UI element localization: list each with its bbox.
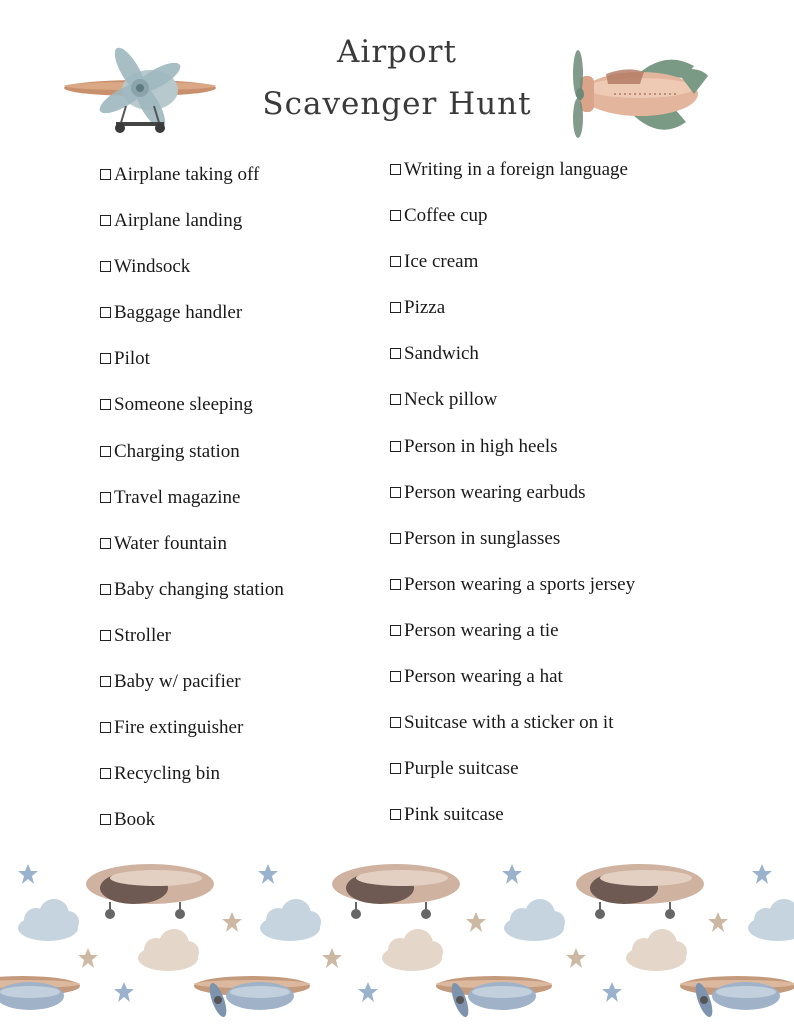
checkbox-icon[interactable]: [100, 676, 111, 687]
checklist-item-label: Pink suitcase: [404, 804, 504, 826]
checklist-item-label: Person wearing a tie: [404, 619, 559, 641]
checklist-item[interactable]: [388, 616, 635, 662]
checklist-item[interactable]: [98, 344, 284, 390]
checklist-item-label: Airplane taking off: [114, 164, 260, 185]
checklist-item-label: Charging station: [114, 440, 240, 462]
checklist-item[interactable]: [98, 252, 284, 298]
checkbox-icon[interactable]: [100, 307, 111, 318]
checklist-item-label: Travel magazine: [114, 486, 241, 508]
checklist-item[interactable]: [98, 483, 284, 529]
checklist-item-label: Baby changing station: [114, 578, 284, 600]
checklist-item[interactable]: [388, 339, 635, 385]
checkbox-icon[interactable]: [100, 215, 111, 226]
checklist-item[interactable]: [388, 385, 635, 431]
checklist-item-label: Water fountain: [114, 532, 227, 554]
checkbox-icon[interactable]: [100, 814, 111, 825]
checklist-item-label: Person wearing a sports jersey: [404, 573, 636, 595]
checklist-item[interactable]: [388, 155, 635, 201]
checklist-item[interactable]: [388, 247, 635, 293]
checklist-item[interactable]: [388, 201, 635, 247]
checkbox-icon[interactable]: [100, 492, 111, 503]
checklist-item-label: Neck pillow: [404, 389, 498, 411]
checklist-item-label: Baggage handler: [114, 302, 243, 324]
airplane-pattern-footer: [0, 862, 794, 1024]
checkbox-icon[interactable]: [100, 169, 111, 180]
checklist-item[interactable]: [388, 478, 635, 524]
checklist-item-label: Writing in a foreign language: [404, 159, 628, 180]
checklist-item-label: Person in sunglasses: [404, 527, 561, 549]
cloud-icon: [18, 899, 794, 941]
checklist-item-label: Windsock: [114, 256, 191, 278]
checklist-item[interactable]: [98, 805, 284, 851]
checkbox-icon[interactable]: [390, 210, 401, 221]
checklist-item-label: Person wearing earbuds: [404, 481, 586, 503]
checkbox-icon[interactable]: [100, 261, 111, 272]
checklist-item[interactable]: [388, 524, 635, 570]
checklist-item-label: Pilot: [114, 348, 150, 370]
checklist-item[interactable]: [98, 390, 284, 436]
checklist-item-label: Fire extinguisher: [114, 717, 244, 739]
pink-airplane-icon: [568, 44, 712, 144]
checklist-item-label: Sandwich: [404, 343, 479, 365]
checklist-item[interactable]: [98, 621, 284, 667]
checkbox-icon[interactable]: [390, 809, 401, 820]
checkbox-icon[interactable]: [390, 671, 401, 682]
checkbox-icon[interactable]: [390, 164, 401, 175]
checkbox-icon[interactable]: [100, 630, 111, 641]
checkbox-icon[interactable]: [100, 722, 111, 733]
checklist-item-label: Book: [114, 809, 156, 831]
checkbox-icon[interactable]: [100, 538, 111, 549]
checklist-item[interactable]: [98, 529, 284, 575]
checklist-item[interactable]: [98, 575, 284, 621]
checklist-item[interactable]: [388, 662, 635, 708]
checkbox-icon[interactable]: [390, 579, 401, 590]
checklist-item-label: Pizza: [404, 297, 446, 319]
title-line-1: Airport: [337, 34, 457, 70]
checkbox-icon[interactable]: [390, 256, 401, 267]
checklist-item[interactable]: [98, 437, 284, 483]
checkbox-icon[interactable]: [390, 533, 401, 544]
checklist-item[interactable]: [388, 754, 635, 800]
checkbox-icon[interactable]: [100, 768, 111, 779]
propeller-biplane-icon: [60, 40, 220, 136]
checklist-item-label: Baby w/ pacifier: [114, 671, 241, 693]
checkbox-icon[interactable]: [100, 584, 111, 595]
checklist-item-label: Ice cream: [404, 251, 479, 273]
checklist-item-label: Someone sleeping: [114, 394, 253, 416]
checklist-item[interactable]: [388, 708, 635, 754]
checkbox-icon[interactable]: [390, 441, 401, 452]
checkbox-icon[interactable]: [390, 625, 401, 636]
checklist-item[interactable]: [98, 759, 284, 805]
checklist-item[interactable]: [98, 667, 284, 713]
checkbox-icon[interactable]: [100, 399, 111, 410]
checklist-left-column: [98, 160, 284, 851]
checklist-item[interactable]: [388, 432, 635, 478]
checkbox-icon[interactable]: [100, 353, 111, 364]
cloud-icon: [138, 929, 687, 971]
checkbox-icon[interactable]: [390, 302, 401, 313]
title-line-2: Scavenger Hunt: [262, 86, 532, 122]
checklist-item[interactable]: [98, 160, 284, 206]
checklist-item[interactable]: [98, 713, 284, 759]
checklist-item-label: Airplane landing: [114, 210, 243, 232]
checkbox-icon[interactable]: [390, 717, 401, 728]
checklist-item[interactable]: [388, 570, 635, 616]
checkbox-icon[interactable]: [390, 487, 401, 498]
checklist-item-label: Person in high heels: [404, 435, 558, 457]
checklist-item[interactable]: [98, 298, 284, 344]
checkbox-icon[interactable]: [390, 348, 401, 359]
checklist-item-label: Coffee cup: [404, 205, 488, 227]
checklist-item-label: Purple suitcase: [404, 758, 519, 780]
checklist-item[interactable]: [98, 206, 284, 252]
checkbox-icon[interactable]: [390, 763, 401, 774]
checklist-item-label: Suitcase with a sticker on it: [404, 712, 614, 734]
checkbox-icon[interactable]: [100, 446, 111, 457]
checklist-right-column: [388, 155, 635, 846]
checklist-item[interactable]: [388, 293, 635, 339]
checklist-item-label: Person wearing a hat: [404, 666, 563, 688]
checklist-item[interactable]: [388, 800, 635, 846]
checkbox-icon[interactable]: [390, 394, 401, 405]
checklist-item-label: Recycling bin: [114, 763, 221, 785]
checklist-item-label: Stroller: [114, 624, 171, 646]
